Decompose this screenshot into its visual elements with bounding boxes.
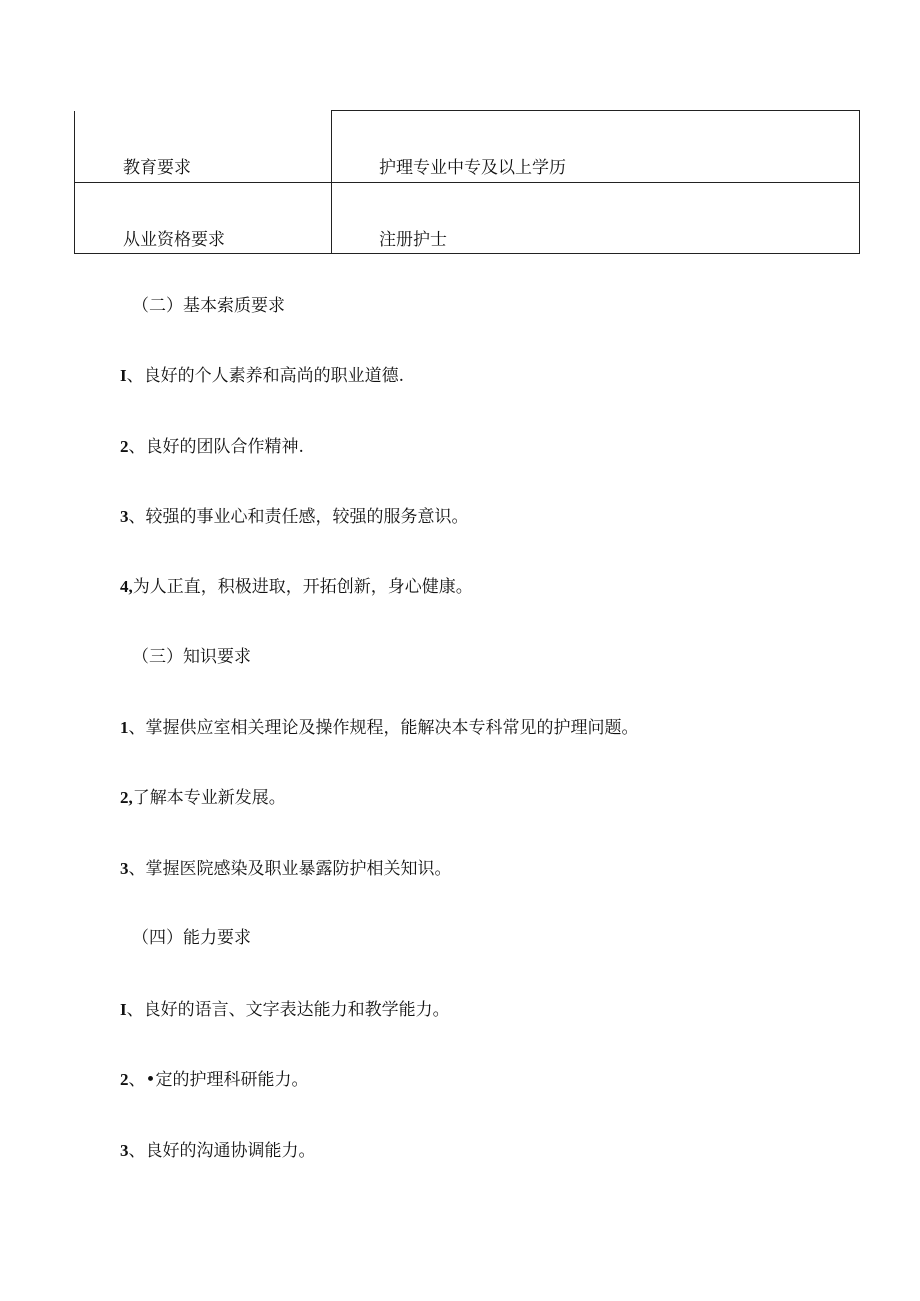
item-text: 、良好的团队合作精神. xyxy=(128,437,304,457)
table-row xyxy=(75,111,860,183)
item-number: I xyxy=(120,366,127,385)
list-item xyxy=(120,1071,309,1089)
item-number: 3 xyxy=(120,507,129,526)
item-number: 2, xyxy=(120,788,133,807)
item-number: 3 xyxy=(120,859,129,878)
list-item xyxy=(120,508,469,526)
list-item xyxy=(120,1001,450,1019)
item-number: 2 xyxy=(120,1070,129,1089)
list-item xyxy=(120,1142,316,1160)
list-item xyxy=(120,789,286,807)
list-item xyxy=(120,719,639,737)
section-heading: （四）能力要求 xyxy=(132,928,251,948)
item-number: 4, xyxy=(120,577,133,596)
row-label: 从业资格要求 xyxy=(75,183,332,254)
item-text: 、掌握医院感染及职业暴露防护相关知识。 xyxy=(128,859,452,879)
row-value: 护理专业中专及以上学历 xyxy=(332,111,860,183)
table-row xyxy=(75,183,860,254)
item-number: I xyxy=(120,1000,127,1019)
row-value: 注册护士 xyxy=(332,183,860,254)
item-number: 2 xyxy=(120,437,129,456)
section-heading: （三）知识要求 xyxy=(132,647,251,667)
item-text: 、良好的语言、文字表达能力和教学能力。 xyxy=(126,1000,450,1020)
list-item xyxy=(120,438,304,456)
row-label: 教育要求 xyxy=(75,111,332,183)
item-text: 、掌握供应室相关理论及操作规程，能解决本专科常见的护理问题。 xyxy=(128,718,639,738)
list-item xyxy=(120,578,473,596)
item-text: 、良好的沟通协调能力。 xyxy=(128,1141,316,1161)
list-item xyxy=(120,860,452,878)
item-text: 为人正直，积极进取，开拓创新，身心健康。 xyxy=(132,577,473,597)
item-number: 1 xyxy=(120,718,129,737)
item-text: 、•定的护理科研能力。 xyxy=(128,1070,309,1090)
item-text: 、良好的个人素养和高尚的职业道德. xyxy=(126,366,405,386)
requirements-table xyxy=(74,110,860,254)
list-item xyxy=(120,367,404,385)
item-text: 、较强的事业心和责任感，较强的服务意识。 xyxy=(128,507,469,527)
item-number: 3 xyxy=(120,1141,129,1160)
item-text: 了解本专业新发展。 xyxy=(132,788,286,808)
section-heading: （二）基本索质要求 xyxy=(132,296,285,316)
